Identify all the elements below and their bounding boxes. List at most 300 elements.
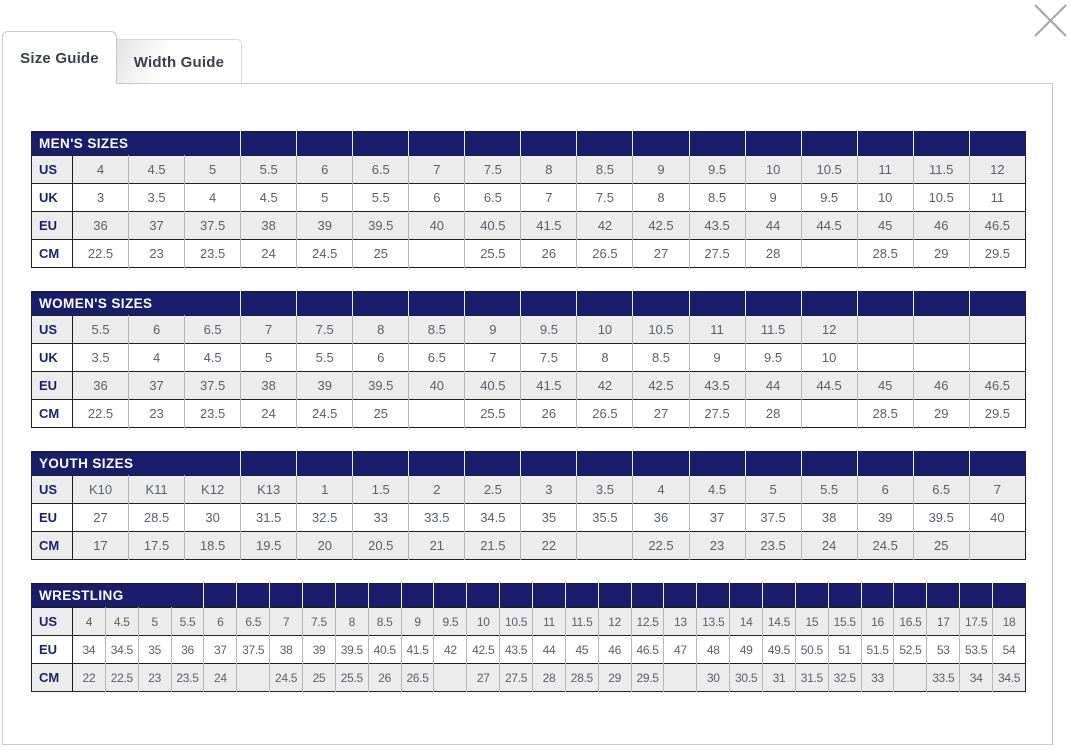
size-cell: 12 <box>801 316 857 344</box>
size-cell: K12 <box>185 476 241 504</box>
size-cell: 31.5 <box>795 664 828 692</box>
size-cell: 5 <box>297 184 353 212</box>
size-cell: 10.5 <box>633 316 689 344</box>
size-cell: 17 <box>927 608 960 636</box>
header-cell <box>434 584 467 608</box>
size-cell <box>434 664 467 692</box>
row-label: CM <box>32 400 73 428</box>
header-cell <box>801 452 857 476</box>
size-cell: 11 <box>969 184 1025 212</box>
size-cell: 42 <box>577 212 633 240</box>
size-cell: 23.5 <box>171 664 204 692</box>
size-cell: 30.5 <box>730 664 763 692</box>
size-cell: 7 <box>409 156 465 184</box>
size-cell: 12 <box>598 608 631 636</box>
size-cell: 39 <box>857 504 913 532</box>
size-cell: 9 <box>401 608 434 636</box>
size-cell: 8 <box>633 184 689 212</box>
header-cell <box>297 132 353 156</box>
size-cell <box>857 344 913 372</box>
size-cell: 42 <box>434 636 467 664</box>
size-cell: 24.5 <box>297 400 353 428</box>
header-cell <box>631 584 664 608</box>
size-cell: 22.5 <box>105 664 138 692</box>
size-cell <box>409 240 465 268</box>
header-cell <box>500 584 533 608</box>
size-cell: 3 <box>521 476 577 504</box>
size-cell: 28.5 <box>857 240 913 268</box>
size-cell: 40.5 <box>465 212 521 240</box>
size-cell: 23 <box>129 240 185 268</box>
header-cell <box>927 584 960 608</box>
row-label: EU <box>32 372 73 400</box>
size-cell: 44 <box>533 636 566 664</box>
header-cell <box>697 584 730 608</box>
size-cell: 8.5 <box>689 184 745 212</box>
row-eu <box>32 504 1026 532</box>
size-cell: 27.5 <box>689 240 745 268</box>
size-cell: 26.5 <box>577 240 633 268</box>
size-cell: 42 <box>577 372 633 400</box>
size-cell: 10.5 <box>801 156 857 184</box>
size-cell: 10 <box>857 184 913 212</box>
size-cell: 34.5 <box>465 504 521 532</box>
size-cell: 4.5 <box>185 344 241 372</box>
size-cell: 33 <box>861 664 894 692</box>
size-cell: 26.5 <box>577 400 633 428</box>
size-cell: 28 <box>745 240 801 268</box>
row-label: UK <box>32 184 73 212</box>
size-cell: 7 <box>241 316 297 344</box>
size-cell: 41.5 <box>401 636 434 664</box>
row-uk <box>32 184 1026 212</box>
size-cell: 9.5 <box>434 608 467 636</box>
size-table-youth-sizes <box>31 451 1026 560</box>
size-cell: 5.5 <box>353 184 409 212</box>
close-icon[interactable] <box>1030 1 1070 41</box>
header-cell <box>689 132 745 156</box>
size-cell: 37 <box>204 636 237 664</box>
size-cell: 17 <box>93 538 108 553</box>
header-cell <box>297 452 353 476</box>
size-cell: 34 <box>82 642 96 657</box>
header-cell <box>795 584 828 608</box>
size-cell: 33.5 <box>927 664 960 692</box>
size-cell: 28 <box>745 400 801 428</box>
header-cell <box>297 292 353 316</box>
size-cell: 10 <box>467 608 500 636</box>
header-cell <box>467 584 500 608</box>
size-cell <box>237 664 270 692</box>
header-cell <box>241 292 297 316</box>
header-cell <box>745 452 801 476</box>
header-cell <box>960 584 993 608</box>
header-cell <box>801 132 857 156</box>
size-cell: 5.5 <box>801 476 857 504</box>
header-cell <box>598 584 631 608</box>
size-cell: 53 <box>927 636 960 664</box>
size-cell: 45 <box>565 636 598 664</box>
size-cell: 42.5 <box>467 636 500 664</box>
size-cell: 37.5 <box>185 372 241 400</box>
size-cell: 11.5 <box>565 608 598 636</box>
size-cell: 6.5 <box>185 316 241 344</box>
size-cell: 6 <box>409 184 465 212</box>
size-cell: 32.5 <box>828 664 861 692</box>
size-cell: 23.5 <box>745 532 801 560</box>
size-cell: 6 <box>353 344 409 372</box>
size-cell: 24 <box>241 240 297 268</box>
header-cell <box>204 584 237 608</box>
header-cell <box>913 452 969 476</box>
table-title: YOUTH SIZES <box>32 452 241 476</box>
row-label: EU <box>32 504 73 532</box>
size-cell: 13.5 <box>697 608 730 636</box>
size-cell: 7 <box>969 476 1025 504</box>
size-cell: 39.5 <box>335 636 368 664</box>
size-cell: 2 <box>409 476 465 504</box>
row-eu <box>32 636 1026 664</box>
size-cell: 20 <box>297 532 353 560</box>
size-cell <box>857 316 913 344</box>
size-cell: 12.5 <box>631 608 664 636</box>
size-cell <box>969 316 1025 344</box>
header-cell <box>241 452 297 476</box>
size-cell: 6.5 <box>465 184 521 212</box>
header-cell <box>401 584 434 608</box>
size-cell: 11 <box>857 156 913 184</box>
row-label: US <box>32 476 73 504</box>
size-cell: 28.5 <box>857 400 913 428</box>
size-cell: 30 <box>185 504 241 532</box>
size-cell: 28.5 <box>129 504 185 532</box>
size-cell: 14 <box>730 608 763 636</box>
row-label: US <box>32 608 73 636</box>
size-cell: 10 <box>801 344 857 372</box>
close-x-glyph <box>1030 1 1070 41</box>
size-cell: 4 <box>129 344 185 372</box>
size-cell: 26 <box>521 240 577 268</box>
tab-size-guide[interactable] <box>2 31 117 84</box>
size-cell: 6 <box>204 608 237 636</box>
size-cell: 7.5 <box>577 184 633 212</box>
size-cell: 4 <box>85 614 93 629</box>
size-cell: 51 <box>828 636 861 664</box>
header-cell <box>409 132 465 156</box>
size-cell: 44.5 <box>801 372 857 400</box>
size-cell: 36 <box>171 636 204 664</box>
size-cell: 35.5 <box>577 504 633 532</box>
header-cell <box>565 584 598 608</box>
row-cm <box>32 400 1026 428</box>
size-cell <box>801 400 857 428</box>
size-cell: 29.5 <box>969 240 1025 268</box>
size-cell: 35 <box>521 504 577 532</box>
size-cell: 7.5 <box>303 608 336 636</box>
size-cell: 6 <box>297 156 353 184</box>
size-cell: 42.5 <box>633 212 689 240</box>
size-cell: 11 <box>533 608 566 636</box>
size-cell: 47 <box>664 636 697 664</box>
size-cell: 3.5 <box>91 350 110 365</box>
size-cell: 24.5 <box>297 240 353 268</box>
tables <box>31 131 1026 692</box>
tab-width-guide[interactable] <box>116 39 242 84</box>
header-cell <box>521 452 577 476</box>
header-cell <box>237 584 270 608</box>
table-header-row <box>32 132 1026 156</box>
size-cell: 3.5 <box>577 476 633 504</box>
size-cell: 25.5 <box>335 664 368 692</box>
size-cell: 6 <box>129 316 185 344</box>
size-cell: 50.5 <box>795 636 828 664</box>
size-cell: 5.5 <box>297 344 353 372</box>
size-cell: 37.5 <box>185 212 241 240</box>
size-cell: 41.5 <box>521 212 577 240</box>
size-cell: 8 <box>335 608 368 636</box>
row-cm <box>32 664 1026 692</box>
header-cell <box>857 132 913 156</box>
size-cell: 5 <box>138 608 171 636</box>
size-cell: 22 <box>82 670 96 685</box>
size-cell: 26.5 <box>401 664 434 692</box>
size-cell: 29 <box>913 400 969 428</box>
row-label: US <box>32 316 73 344</box>
header-cell <box>353 452 409 476</box>
size-cell: 38 <box>270 636 303 664</box>
size-cell: 5.5 <box>171 608 204 636</box>
row-us <box>32 608 1026 636</box>
size-cell: 39 <box>297 372 353 400</box>
size-cell <box>913 316 969 344</box>
size-cell: 7.5 <box>465 156 521 184</box>
size-cell: 23 <box>689 532 745 560</box>
size-cell: 25 <box>303 664 336 692</box>
size-cell: 9.5 <box>689 156 745 184</box>
size-cell: 8 <box>521 156 577 184</box>
size-cell: 17.5 <box>960 608 993 636</box>
size-cell: 26 <box>521 400 577 428</box>
size-cell: 24.5 <box>857 532 913 560</box>
size-cell: 9 <box>633 156 689 184</box>
size-cell: 30 <box>697 664 730 692</box>
size-cell: 7 <box>465 344 521 372</box>
size-cell: 36 <box>633 504 689 532</box>
size-cell: 11 <box>689 316 745 344</box>
size-cell: 39.5 <box>353 212 409 240</box>
size-cell: 27 <box>633 240 689 268</box>
size-cell: 20.5 <box>353 532 409 560</box>
size-cell: 53.5 <box>960 636 993 664</box>
size-cell: 35 <box>138 636 171 664</box>
size-cell: 29 <box>913 240 969 268</box>
size-cell: 40.5 <box>465 372 521 400</box>
size-cell: 36 <box>93 378 108 393</box>
size-cell: 21 <box>409 532 465 560</box>
size-cell: 5 <box>185 156 241 184</box>
size-cell: 21.5 <box>465 532 521 560</box>
size-cell: 39 <box>303 636 336 664</box>
size-cell: 25 <box>913 532 969 560</box>
row-label: UK <box>32 344 73 372</box>
size-cell: 4 <box>185 184 241 212</box>
size-cell: 43.5 <box>500 636 533 664</box>
row-label: CM <box>32 664 73 692</box>
header-cell <box>745 132 801 156</box>
row-cm <box>32 532 1026 560</box>
size-cell: 9 <box>745 184 801 212</box>
size-cell: 51.5 <box>861 636 894 664</box>
size-cell: 11.5 <box>913 156 969 184</box>
row-us <box>32 476 1026 504</box>
size-cell: 4 <box>96 162 105 177</box>
table-header-row <box>32 292 1026 316</box>
size-cell: 7.5 <box>297 316 353 344</box>
size-cell: 27 <box>467 664 500 692</box>
size-cell: 40.5 <box>368 636 401 664</box>
size-cell: 7 <box>521 184 577 212</box>
size-cell: 48 <box>697 636 730 664</box>
size-cell: 40 <box>409 372 465 400</box>
size-cell: 28.5 <box>565 664 598 692</box>
size-cell: 31 <box>763 664 796 692</box>
size-cell <box>969 532 1025 560</box>
row-eu <box>32 212 1026 240</box>
size-cell: 18.5 <box>185 532 241 560</box>
size-cell <box>801 240 857 268</box>
size-cell: 46 <box>913 372 969 400</box>
size-cell: 3.5 <box>129 184 185 212</box>
size-cell: 4.5 <box>689 476 745 504</box>
size-cell: 27 <box>93 510 108 525</box>
size-cell <box>913 344 969 372</box>
size-cell: 24.5 <box>270 664 303 692</box>
size-cell: 49 <box>730 636 763 664</box>
size-cell <box>969 344 1025 372</box>
size-cell: 37 <box>129 372 185 400</box>
size-cell: 46.5 <box>969 372 1025 400</box>
size-cell: 40 <box>969 504 1025 532</box>
size-cell: 5 <box>745 476 801 504</box>
size-cell: 44 <box>745 372 801 400</box>
row-label: US <box>32 156 73 184</box>
size-cell: 24 <box>801 532 857 560</box>
size-cell <box>894 664 927 692</box>
size-cell: 16.5 <box>894 608 927 636</box>
size-cell: 4.5 <box>129 156 185 184</box>
size-cell: 10.5 <box>500 608 533 636</box>
size-cell: 8 <box>353 316 409 344</box>
row-label: CM <box>32 532 73 560</box>
table-header-row <box>32 452 1026 476</box>
table-title: MEN'S SIZES <box>32 132 241 156</box>
size-cell: 42.5 <box>633 372 689 400</box>
header-cell <box>577 132 633 156</box>
size-cell: 45 <box>857 212 913 240</box>
size-cell: 4 <box>633 476 689 504</box>
size-cell: 32.5 <box>297 504 353 532</box>
header-cell <box>533 584 566 608</box>
size-cell: 23 <box>138 664 171 692</box>
size-cell: 43.5 <box>689 212 745 240</box>
size-cell: 39.5 <box>913 504 969 532</box>
size-cell: 8.5 <box>577 156 633 184</box>
size-cell: 10.5 <box>913 184 969 212</box>
header-cell <box>521 132 577 156</box>
header-cell <box>689 292 745 316</box>
table-title: WOMEN'S SIZES <box>32 292 241 316</box>
size-cell: 23.5 <box>185 240 241 268</box>
size-cell: 25.5 <box>465 240 521 268</box>
size-cell: 38 <box>241 212 297 240</box>
size-cell: 9.5 <box>745 344 801 372</box>
header-cell <box>465 292 521 316</box>
size-cell: 37 <box>689 504 745 532</box>
size-cell: K10 <box>88 482 113 497</box>
row-uk <box>32 344 1026 372</box>
header-cell <box>730 584 763 608</box>
size-cell <box>664 664 697 692</box>
size-cell: 7 <box>270 608 303 636</box>
size-cell: 26 <box>368 664 401 692</box>
size-cell: 1 <box>297 476 353 504</box>
header-cell <box>633 452 689 476</box>
size-cell: 6.5 <box>913 476 969 504</box>
size-cell: 3 <box>96 190 105 205</box>
size-cell: K13 <box>241 476 297 504</box>
size-cell: 7.5 <box>521 344 577 372</box>
size-table-women-s-sizes <box>31 291 1026 428</box>
size-cell: 54 <box>993 636 1026 664</box>
header-cell <box>689 452 745 476</box>
header-cell <box>241 132 297 156</box>
size-cell: 25 <box>353 240 409 268</box>
size-cell: 37 <box>129 212 185 240</box>
size-cell: 37.5 <box>745 504 801 532</box>
size-cell: 25 <box>353 400 409 428</box>
header-cell <box>633 132 689 156</box>
size-cell: 15.5 <box>828 608 861 636</box>
header-cell <box>969 132 1025 156</box>
size-cell: 10 <box>745 156 801 184</box>
size-table-wrestling <box>31 583 1026 692</box>
row-cm <box>32 240 1026 268</box>
header-cell <box>577 452 633 476</box>
header-cell <box>335 584 368 608</box>
header-cell <box>577 292 633 316</box>
size-cell: 16 <box>861 608 894 636</box>
size-cell: 29.5 <box>969 400 1025 428</box>
size-cell: 18 <box>993 608 1026 636</box>
size-cell: 27.5 <box>689 400 745 428</box>
table-header-row <box>32 584 1026 608</box>
header-cell <box>857 292 913 316</box>
size-cell: 22 <box>521 532 577 560</box>
size-cell: 11.5 <box>745 316 801 344</box>
header-cell <box>409 452 465 476</box>
row-label: EU <box>32 212 73 240</box>
size-cell: 22.5 <box>87 246 114 261</box>
size-cell: 45 <box>857 372 913 400</box>
size-cell: 5.5 <box>91 322 110 337</box>
header-cell <box>368 584 401 608</box>
size-cell: 36 <box>93 218 108 233</box>
size-cell: 19.5 <box>241 532 297 560</box>
header-cell <box>894 584 927 608</box>
size-cell: 17.5 <box>129 532 185 560</box>
row-us <box>32 156 1026 184</box>
size-cell: 8 <box>577 344 633 372</box>
